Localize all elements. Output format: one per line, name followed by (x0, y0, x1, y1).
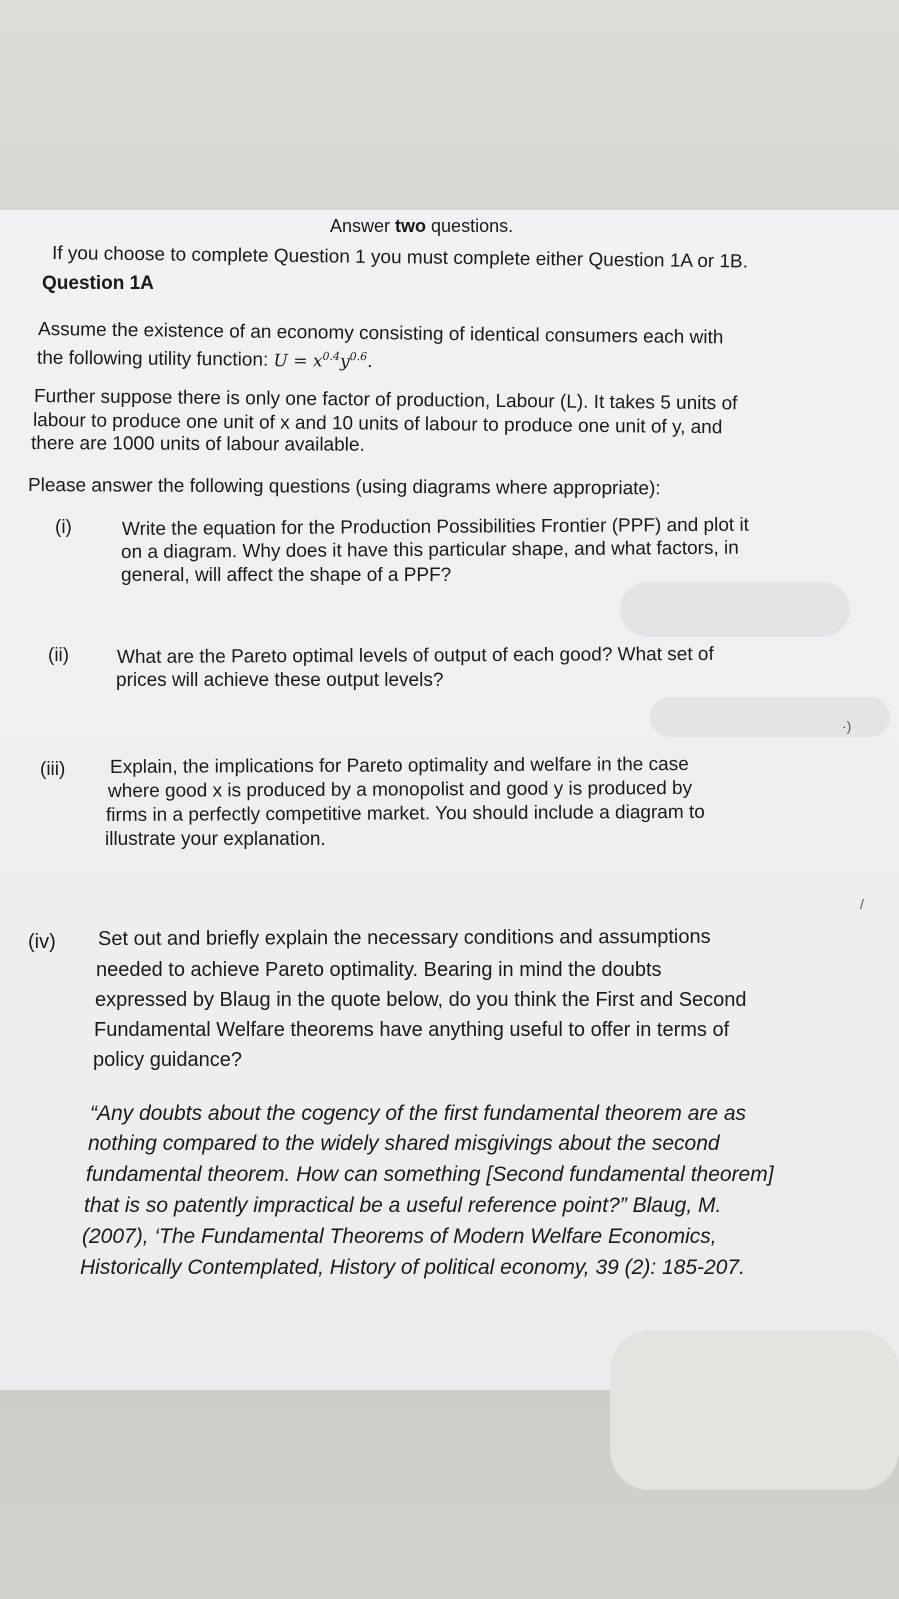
erased-corner (610, 1330, 899, 1490)
part-iii-label: (iii) (40, 759, 66, 780)
part-iv-line2: needed to achieve Pareto optimality. Bearing in mind the doubts (96, 959, 662, 981)
part-iii-line4: illustrate your explanation. (105, 829, 326, 850)
quote-line2: nothing compared to the widely shared misgivings about the second (88, 1132, 720, 1155)
quote-line3: fundamental theorem. How can something [Second fundamental theorem] (86, 1163, 774, 1186)
part-ii-label: (ii) (48, 645, 70, 666)
quote-line6: Historically Contemplated, History of political economy, 39 (2): 185-207. (80, 1256, 745, 1279)
part-ii-line1: What are the Pareto optimal levels of output of each good? What set of (116, 643, 714, 668)
quote-line1: “Any doubts about the cogency of the first fundamental theorem are as (90, 1102, 747, 1125)
para2-line1: Further suppose there is only one factor of production, Labour (L). It takes 5 units of (33, 386, 738, 415)
background-top (0, 0, 899, 210)
quote-line5: (2007), ‘The Fundamental Theorems of Modern Welfare Economics, (82, 1225, 717, 1248)
stray-mark-2: / (860, 896, 864, 912)
part-iii-line2: where good x is produced by a monopolist and good y is produced by (107, 777, 693, 802)
part-iii-line1: Explain, the implications for Pareto optimality and welfare in the case (109, 753, 689, 778)
part-iv-line5: policy guidance? (93, 1049, 242, 1071)
part-i-line3: general, will affect the shape of a PPF? (121, 565, 452, 586)
para1-line1: Assume the existence of an economy consisting of identical consumers each with (37, 319, 724, 349)
part-ii-line2: prices will achieve these output levels? (116, 670, 444, 691)
utility-function: $U = x^{0.4}y^{0.6}$. (273, 349, 373, 372)
part-iv-line1: Set out and briefly explain the necessary conditions and assumptions (97, 925, 711, 950)
part-i-label: (i) (55, 517, 72, 538)
erased-mark (620, 582, 850, 637)
part-i-line1: Write the equation for the Production Possibilities Frontier (PPF) and plot it (121, 514, 750, 540)
part-iii-line3: firms in a perfectly competitive market. You should include a diagram to (105, 801, 705, 826)
quote-line4: that is so patently impractical be a useful reference point?” Blaug, M. (84, 1194, 722, 1217)
para2-line2: labour to produce one unit of x and 10 units of labour to produce one unit of y, and (32, 410, 723, 439)
stray-mark: ·) (842, 718, 852, 734)
answer-instruction: Answer two questions. (330, 216, 514, 236)
question-title: Question 1A (42, 273, 154, 294)
part-iv-line4: Fundamental Welfare theorems have anything useful to offer in terms of (94, 1019, 730, 1041)
para1-line2: the following utility function: $U = x^{0.4}y^{0.6}$. (36, 347, 373, 372)
part-i-line2: on a diagram. Why does it have this particular shape, and what factors, in (120, 537, 739, 563)
erased-mark-2 (650, 697, 890, 737)
choose-instruction: If you choose to complete Question 1 you must complete either Question 1A or 1B. (51, 243, 749, 273)
para2-line3: there are 1000 units of labour available. (30, 433, 365, 456)
answer-questions-instruction: Please answer the following questions (using diagrams where appropriate): (27, 475, 661, 500)
exam-paper (0, 210, 899, 1390)
part-iv-label: (iv) (28, 931, 56, 953)
part-iv-line3: expressed by Blaug in the quote below, do you think the First and Second (95, 989, 747, 1011)
